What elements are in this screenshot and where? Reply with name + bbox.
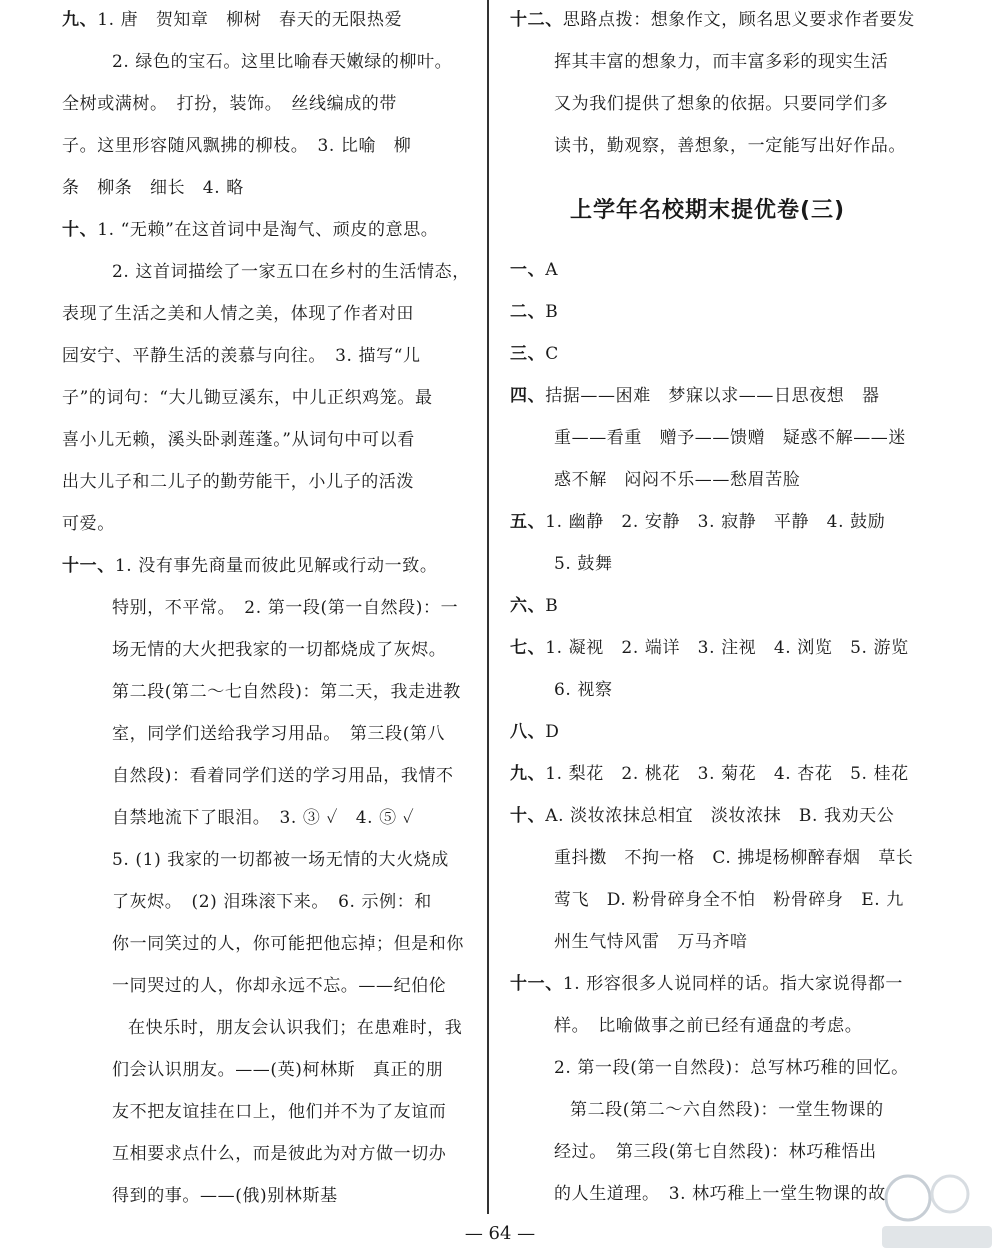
right-answer-line: 6. 视察	[554, 680, 613, 700]
left-answer-line: 自然段)：看着同学们送的学习用品，我情不	[112, 766, 454, 786]
left-answer-line: 室，同学们送给我学习用品。 第三段(第八	[112, 724, 446, 744]
section-title: 上学年名校期末提优卷(三)	[569, 198, 846, 223]
right-answer-line: 九、1. 梨花 2. 桃花 3. 菊花 4. 杏花 5. 桂花	[510, 764, 909, 784]
watermark-logo	[878, 1168, 996, 1254]
column-divider	[487, 0, 489, 1214]
right-answer-line: 二、B	[510, 302, 559, 322]
right-answer-line: 三、C	[510, 344, 559, 364]
left-answer-line: 十一、1. 没有事先商量而彼此见解或行动一致。	[62, 556, 438, 576]
right-answer-line: 四、拮据——困难 梦寐以求——日思夜想 器	[510, 386, 880, 406]
left-answer-line: 场无情的大火把我家的一切都烧成了灰烬。	[112, 640, 447, 660]
right-answer-line: 莺飞 D. 粉骨碎身全不怕 粉骨碎身 E. 九	[554, 890, 904, 910]
right-top-answer-line: 又为我们提供了想象的依据。只要同学们多	[554, 94, 889, 114]
left-answer-line: 一同哭过的人，你却永远不忘。——纪伯伦	[112, 976, 447, 996]
left-answer-line: 在快乐时，朋友会认识我们；在患难时，我	[128, 1018, 463, 1038]
left-answer-line: 园安宁、平静生活的羡慕与向往。 3. 描写“儿	[62, 346, 421, 366]
left-answer-line: 得到的事。——(俄)别林斯基	[112, 1186, 338, 1206]
right-answer-line: 重抖擞 不拘一格 C. 拂堤杨柳醉春烟 草长	[554, 848, 914, 868]
right-answer-line: 第二段(第二～六自然段)：一堂生物课的	[570, 1100, 884, 1120]
right-answer-line: 2. 第一段(第一自然段)：总写林巧稚的回忆。	[554, 1058, 909, 1078]
left-answer-line: 了灰烬。 (2) 泪珠滚下来。 6. 示例：和	[112, 892, 432, 912]
right-top-answer-line: 十二、思路点拨：想象作文，顾名思义要求作者要发	[510, 10, 915, 30]
right-answer-line: 州生气恃风雷 万马齐喑	[554, 932, 748, 952]
left-answer-line: 条 柳条 细长 4. 略	[62, 178, 244, 198]
left-answer-line: 九、1. 唐 贺知章 柳树 春天的无限热爱	[62, 10, 403, 30]
left-answer-line: 全树或满树。 打扮，装饰。 丝线编成的带	[62, 94, 397, 114]
right-answer-line: 重——看重 赠予——馈赠 疑惑不解——迷	[554, 428, 906, 448]
left-answer-line: 2. 绿色的宝石。这里比喻春天嫩绿的柳叶。	[112, 52, 453, 72]
left-answer-line: 们会认识朋友。——(英)柯林斯 真正的朋	[112, 1060, 444, 1080]
right-answer-line: 一、A	[510, 260, 559, 280]
right-answer-line: 的人生道理。 3. 林巧稚上一堂生物课的故	[554, 1184, 886, 1204]
left-answer-line: 子。这里形容随风飘拂的柳枝。 3. 比喻 柳	[62, 136, 412, 156]
left-answer-line: 子”的词句：“大儿锄豆溪东，中儿正织鸡笼。最	[62, 388, 433, 408]
right-answer-line: 八、D	[510, 722, 560, 742]
page-number: — 64 —	[464, 1223, 536, 1244]
right-answer-line: 惑不解 闷闷不乐——愁眉苦脸	[554, 470, 801, 490]
left-answer-line: 出大儿子和二儿子的勤劳能干，小儿子的活泼	[62, 472, 414, 492]
right-answer-line: 七、1. 凝视 2. 端详 3. 注视 4. 浏览 5. 游览	[510, 638, 909, 658]
left-answer-line: 自禁地流下了眼泪。 3. ③ ✓ 4. ⑤ ✓	[112, 808, 415, 828]
right-top-answer-line: 读书，勤观察，善想象，一定能写出好作品。	[554, 136, 906, 156]
right-answer-line: 十一、1. 形容很多人说同样的话。指大家说得都一	[510, 974, 904, 994]
left-answer-line: 互相要求点什么，而是彼此为对方做一切办	[112, 1144, 447, 1164]
right-answer-line: 样。 比喻做事之前已经有通盘的考虑。	[554, 1016, 863, 1036]
left-answer-line: 喜小儿无赖，溪头卧剥莲蓬。”从词句中可以看	[62, 430, 415, 450]
left-answer-line: 你一同笑过的人，你可能把他忘掉；但是和你	[112, 934, 464, 954]
right-top-answer-line: 挥其丰富的想象力，而丰富多彩的现实生活	[554, 52, 889, 72]
right-answer-line: 五、1. 幽静 2. 安静 3. 寂静 平静 4. 鼓励	[510, 512, 886, 532]
right-answer-line: 十、A. 淡妆浓抹总相宜 淡妆浓抹 B. 我劝天公	[510, 806, 895, 826]
right-answer-line: 5. 鼓舞	[554, 554, 613, 574]
left-answer-line: 5. (1) 我家的一切都被一场无情的大火烧成	[112, 850, 449, 870]
left-answer-line: 第二段(第二～七自然段)：第二天，我走进教	[112, 682, 461, 702]
left-answer-line: 友不把友谊挂在口上，他们并不为了友谊而	[112, 1102, 447, 1122]
left-answer-line: 十、1. “无赖”在这首词中是淘气、顽皮的意思。	[62, 220, 439, 240]
left-answer-line: 特别，不平常。 2. 第一段(第一自然段)：一	[112, 598, 459, 618]
right-answer-line: 经过。 第三段(第七自然段)：林巧稚悟出	[554, 1142, 877, 1162]
left-answer-line: 可爱。	[62, 514, 115, 534]
left-answer-line: 表现了生活之美和人情之美，体现了作者对田	[62, 304, 414, 324]
right-answer-line: 六、B	[510, 596, 559, 616]
left-answer-line: 2. 这首词描绘了一家五口在乡村的生活情态，	[112, 262, 470, 282]
